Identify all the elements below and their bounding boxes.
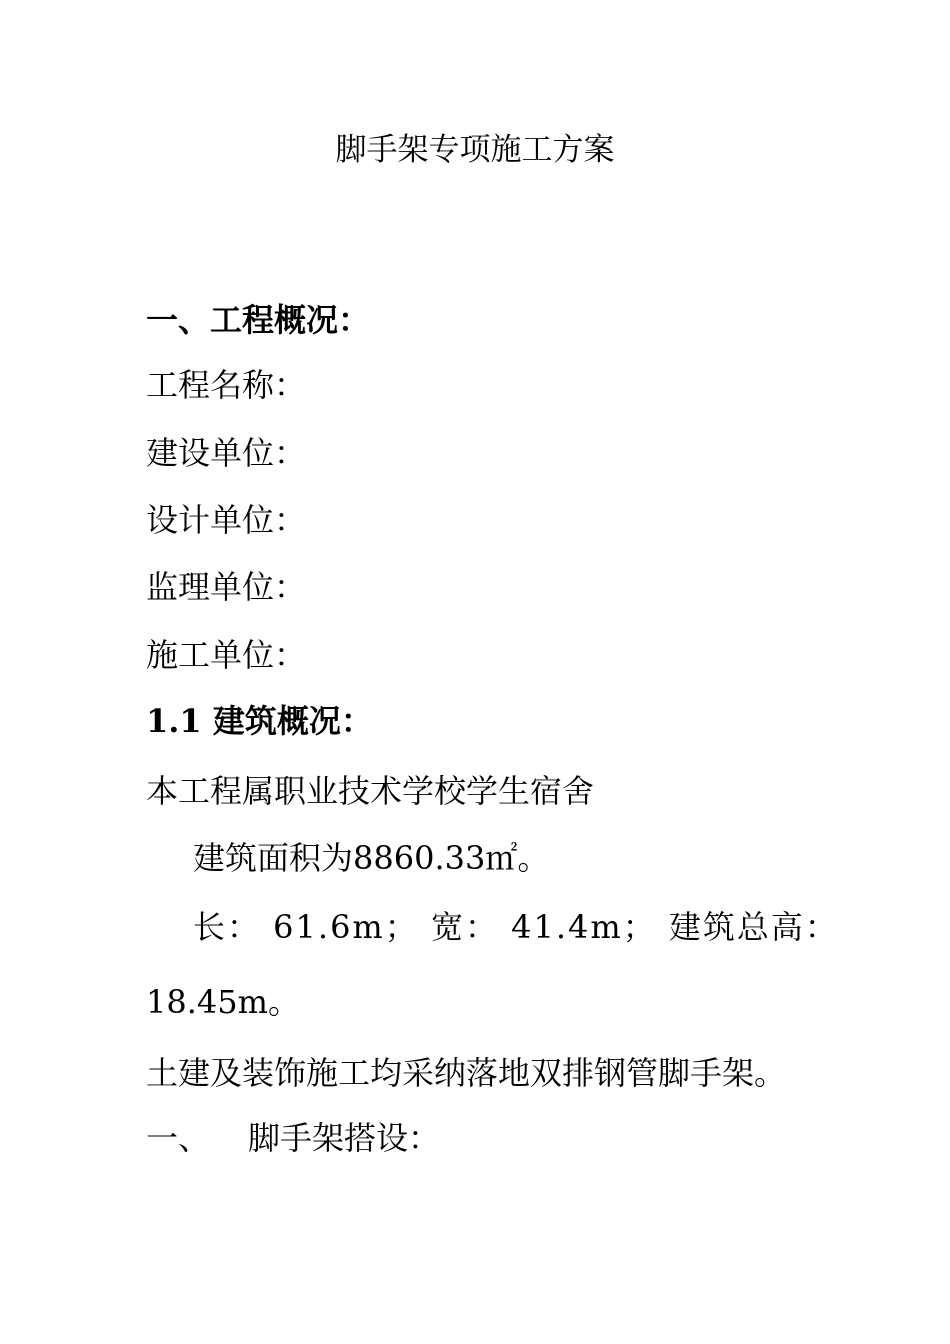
section-heading-scaffold-erection (146, 1118, 440, 1158)
paragraph-scaffold-type: 土建及装饰施工均采纳落地双排钢管脚手架。 (146, 1054, 787, 1092)
field-design-unit: 设计单位： (146, 501, 307, 539)
section-heading-project-overview: 一、工程概况： (146, 301, 371, 339)
field-builder-unit: 施工单位： (146, 636, 307, 674)
field-construction-unit: 建设单位： (146, 434, 307, 472)
field-supervision-unit: 监理单位： (146, 568, 307, 606)
section-number: 一、 (146, 1119, 211, 1157)
field-project-name: 工程名称： (146, 366, 307, 404)
document-title: 脚手架专项施工方案 (335, 132, 615, 168)
subsection-heading-building-overview: 1.1 建筑概况： (146, 702, 373, 740)
paragraph-building-area: 建筑面积为8860.33㎡。 (193, 839, 550, 877)
paragraph-project-type: 本工程属职业技术学校学生宿舍 (146, 772, 595, 810)
paragraph-dimensions-line1: 长： 61.6m； 宽： 41.4m； 建筑总高： (193, 908, 839, 946)
paragraph-dimensions-line2: 18.45m。 (146, 983, 300, 1021)
section-title: 脚手架搭设： (248, 1119, 441, 1157)
